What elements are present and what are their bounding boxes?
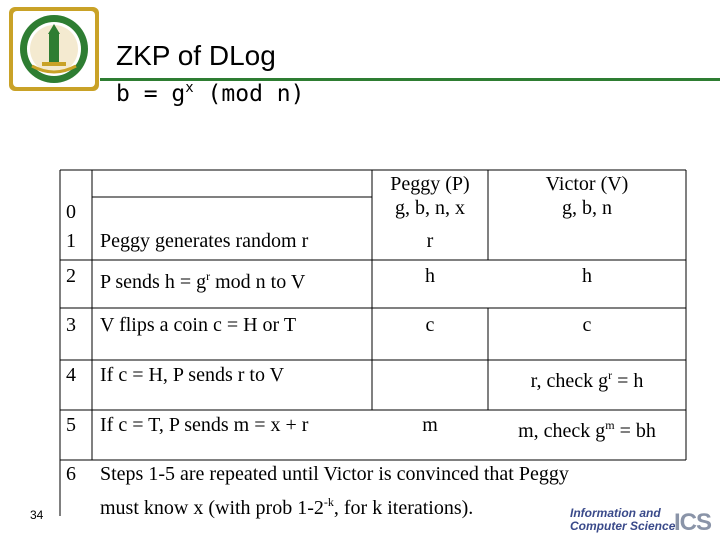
step-description: V flips a coin c = H or T [100,314,297,336]
step-description: P sends $h = g^r$ mod n to V [100,269,306,293]
step-description: If c = T, P sends m = x + r [100,414,309,436]
step-description: If c = H, P sends r to V [100,364,285,386]
row-number: 6 [66,463,76,485]
row-number: 0 [66,201,76,223]
step-description-line-2: must know x (with prob $1-2^{-k}$, for k iterations). [100,495,474,519]
page-number: 34 [30,508,44,522]
step-description-line-1: Steps 1-5 are repeated until Victor is convinced that Peggy [100,463,569,485]
row-number: 4 [66,364,76,386]
victor-value: c [582,314,592,336]
victor-value: m, check $g^m$ = bh [518,418,656,442]
victor-header: Victor (V) g, b, n [545,173,629,219]
peggy-value: r [426,230,434,252]
slide-title: ZKP of DLog [116,40,276,71]
branding-line-1: Information and [570,506,661,520]
peggy-value: c [425,314,435,336]
step-description: Peggy generates random r [100,230,309,252]
row-number: 5 [66,414,76,436]
peggy-header: Peggy (P) g, b, n, x [390,173,470,219]
slide-subtitle: $b = g^x$ (mod n) [116,80,305,107]
victor-value: h [582,265,592,287]
ics-mark: ICS [674,509,712,536]
department-branding [566,505,716,537]
row-number: 1 [66,230,76,252]
row-number: 2 [66,265,76,287]
branding-line-2: Computer Science [570,519,676,533]
row-number: 3 [66,314,76,336]
peggy-value: m [422,414,438,436]
peggy-value: h [425,265,435,287]
victor-value: r, check $g^r = h$ [530,368,644,392]
